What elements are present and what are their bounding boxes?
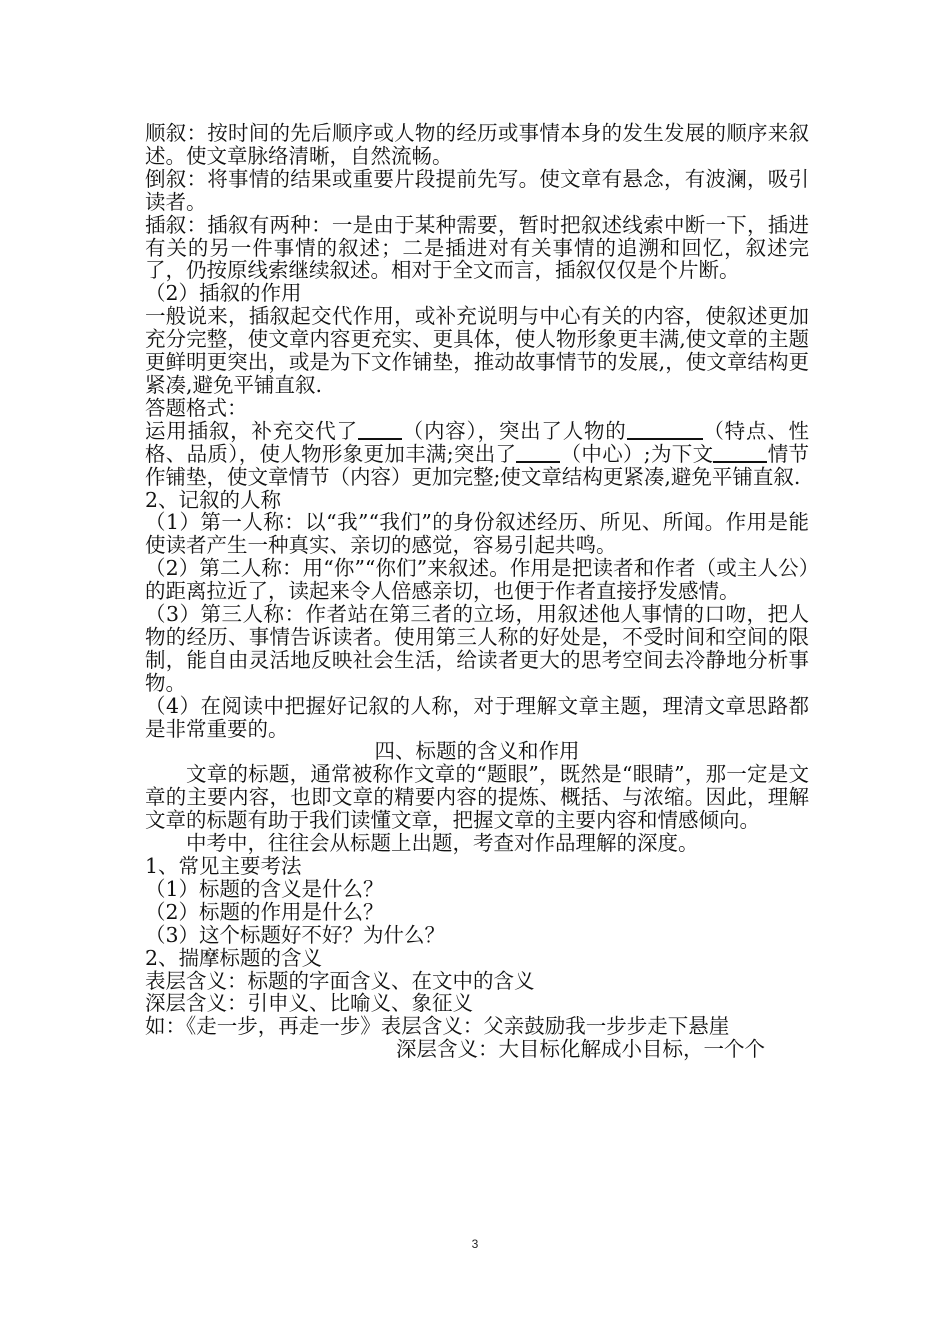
subheading-exam-methods: 1、常见主要考法: [145, 854, 302, 878]
fill-blank: [713, 443, 767, 463]
paragraph-daoxu: 倒叙：将事情的结果或重要片段提前先写。使文章有悬念，有波澜，吸引读者。: [145, 166, 809, 214]
paragraph-person-note: （4）在阅读中把握好记叙的人称，对于理解文章主题，理清文章思路都是非常重要的。: [145, 693, 809, 741]
fill-blank: [358, 420, 402, 440]
paragraph-first-person: （1）第一人称：以“我”“我们”的身份叙述经历、所见、所闻。作用是能使读者产生一种真实、亲切的感觉，容易引起共鸣。: [145, 510, 809, 558]
fill-blank: [627, 420, 703, 440]
paragraph-exam-note: 中考中，往往会从标题上出题，考查对作品理解的深度。: [186, 831, 699, 856]
format-part: （中心）;为下文: [560, 441, 714, 466]
section-heading: 四、标题的含义和作用: [374, 739, 580, 764]
list-item: （3）这个标题好不好？为什么？: [145, 922, 446, 947]
paragraph-example-deep: 深层含义：大目标化解成小目标，一个个: [396, 1037, 765, 1062]
format-part: 运用插叙，补充交代了: [145, 418, 358, 443]
paragraph-third-person: （3）第三人称：作者站在第三者的立场，用叙述他人事情的口吻，把人物的经历、事情告诉读者。使用第三人称的好处是，不受时间和空间的限制，能自由灵活地反映社会生活，给读者更大的思考空间去冷静地分析事物。: [145, 602, 809, 695]
answer-format-template: [145, 420, 809, 489]
format-part: （特点、性格、品质），使人物形象更加丰满;突出了: [145, 418, 810, 466]
subheading-person: 2、记叙的人称: [145, 487, 282, 512]
paragraph-surface-meaning: 表层含义：标题的字面含义、在文中的含义: [145, 968, 535, 993]
format-part: 情节作铺垫，使文章情节（内容）更加完整;使文章结构更紧凑,避免平铺直叙.: [145, 441, 810, 489]
fill-blank: [516, 443, 560, 463]
page-number: 3: [471, 1237, 479, 1251]
document-body: [145, 122, 809, 1061]
paragraph-deep-meaning: 深层含义：引申义、比喻义、象征义: [145, 991, 473, 1016]
format-part: （内容），突出了人物的: [401, 418, 627, 443]
subheading-chaxu-effect: （2）插叙的作用: [145, 281, 302, 306]
list-item: （1）标题的含义是什么？: [145, 876, 384, 901]
paragraph-chaxu: 插叙：插叙有两种：一是由于某种需要，暂时把叙述线索中断一下，插进有关的另一件事情的叙述；二是插进对有关事情的追溯和回忆，叙述完了，仍按原线索继续叙述。相对于全文而言，插叙仅仅是个片断。: [145, 212, 809, 283]
paragraph-title-intro: 文章的标题，通常被称作文章的“题眼”，既然是“眼睛”，那一定是文章的主要内容，也即文章的精要内容的提炼、概括、与浓缩。因此，理解文章的标题有助于我们读懂文章，把握文章的主要内容和情感倾向。: [145, 762, 809, 833]
paragraph-shunxu: 顺叙：按时间的先后顺序或人物的经历或事情本身的发生发展的顺序来叙述。使文章脉络清晰，自然流畅。: [145, 121, 809, 168]
list-item: （2）标题的作用是什么？: [145, 899, 384, 924]
subheading-title-meaning: 2、揣摩标题的含义: [145, 945, 323, 970]
paragraph-chaxu-effect: 一般说来，插叙起交代作用，或补充说明与中心有关的内容，使叙述更加充分完整，使文章内容更充实、更具体，使人物形象更丰满,使文章的主题更鲜明更突出，或是为下文作铺垫，推动故事情节的发展,，使文章结构更紧凑,避免平铺直叙.: [145, 304, 809, 397]
answer-format-label: 答题格式：: [145, 395, 248, 420]
paragraph-second-person: （2）第二人称：用“你”“你们”来叙述。作用是把读者和作者（或主人公）的距离拉近了，读起来令人倍感亲切，也便于作者直接抒发感情。: [145, 556, 809, 604]
paragraph-example: 如：《走一步，再走一步》表层含义：父亲鼓励我一步步走下悬崖: [145, 1014, 730, 1039]
